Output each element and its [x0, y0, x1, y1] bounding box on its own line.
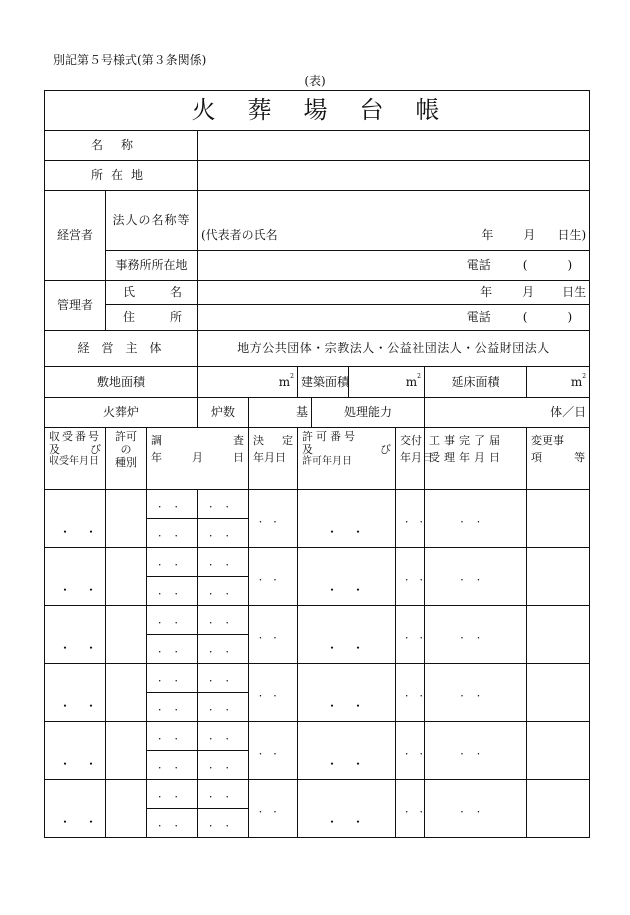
issue-date-cell[interactable]: ．．	[396, 490, 425, 548]
survey-date-cell[interactable]: ．．	[198, 751, 249, 780]
record-row	[45, 780, 590, 809]
capacity-label: 処理能力	[312, 398, 425, 428]
permit-type-cell[interactable]	[106, 722, 147, 780]
furnace-label: 火葬炉	[45, 398, 198, 428]
tel-label: 電話	[466, 258, 491, 273]
manager-name-label: 氏 名	[106, 281, 198, 305]
manager-address-field[interactable]: 電話 ( )	[198, 305, 590, 331]
survey-date-cell[interactable]: ．．	[147, 809, 198, 838]
furnace-count-label: 炉数	[198, 398, 249, 428]
survey-date-cell[interactable]: ．．	[198, 693, 249, 722]
representative-label: (代表者の氏名	[201, 227, 278, 242]
header-permit-type: 許可 の 種別	[106, 428, 147, 490]
sqm-unit: $m^2$	[278, 372, 294, 389]
issue-date-cell[interactable]: ．．	[396, 606, 425, 664]
decision-date-cell[interactable]: ．．	[249, 490, 298, 548]
receipt-cell[interactable]: ・・	[45, 490, 106, 548]
survey-date-cell[interactable]: ．．	[147, 780, 198, 809]
header-survey: 調 査 年 月 日	[147, 428, 249, 490]
completion-date-cell[interactable]: ．．	[425, 780, 527, 838]
operator-label: 経営者	[45, 191, 106, 281]
survey-date-cell[interactable]: ．．	[198, 548, 249, 577]
header-permit-number: 許可番号 及 び 許可年月日	[298, 428, 396, 490]
survey-date-cell[interactable]: ．．	[147, 635, 198, 664]
furnace-count-field[interactable]	[249, 398, 312, 428]
survey-date-cell[interactable]: ．．	[198, 577, 249, 606]
face-label: (表)	[304, 74, 326, 88]
completion-date-cell[interactable]: ．．	[425, 548, 527, 606]
decision-date-cell[interactable]: ．．	[249, 606, 298, 664]
survey-date-cell[interactable]: ．．	[147, 548, 198, 577]
capacity-unit: 体／日	[550, 405, 587, 420]
manager-name-field[interactable]: 年 月 日生	[198, 281, 590, 305]
survey-date-cell[interactable]: ．．	[198, 635, 249, 664]
receipt-cell[interactable]: ・・	[45, 664, 106, 722]
change-cell[interactable]	[527, 664, 590, 722]
survey-date-cell[interactable]: ．．	[147, 577, 198, 606]
survey-date-cell[interactable]: ．．	[147, 664, 198, 693]
permit-number-cell[interactable]: ・・	[298, 490, 396, 548]
receipt-cell[interactable]: ・・	[45, 780, 106, 838]
furnace-unit: 基	[295, 405, 308, 420]
site-area-label: 敷地面積	[45, 367, 198, 398]
location-field[interactable]	[198, 161, 590, 191]
record-row	[45, 606, 590, 635]
survey-date-cell[interactable]: ．．	[198, 722, 249, 751]
entity-options[interactable]: 地方公共団体・宗教法人・公益社団法人・公益財団法人	[198, 331, 590, 367]
office-field[interactable]: 電話 ( )	[198, 251, 590, 281]
receipt-cell[interactable]: ・・	[45, 606, 106, 664]
permit-number-cell[interactable]: ・・	[298, 664, 396, 722]
change-cell[interactable]	[527, 548, 590, 606]
permit-number-cell[interactable]: ・・	[298, 780, 396, 838]
manager-address-label: 住 所	[106, 305, 198, 331]
record-row	[45, 664, 590, 693]
completion-date-cell[interactable]: ．．	[425, 490, 527, 548]
record-row	[45, 548, 590, 577]
crematorium-ledger-table	[44, 90, 590, 838]
change-cell[interactable]	[527, 722, 590, 780]
record-row	[45, 722, 590, 751]
completion-date-cell[interactable]: ．．	[425, 722, 527, 780]
survey-date-cell[interactable]: ．．	[147, 490, 198, 519]
permit-type-cell[interactable]	[106, 490, 147, 548]
name-field[interactable]	[198, 131, 590, 161]
permit-type-cell[interactable]	[106, 606, 147, 664]
corp-name-field[interactable]: (代表者の氏名 年 月 日生)	[198, 191, 590, 251]
issue-date-cell[interactable]: ．．	[396, 780, 425, 838]
issue-date-cell[interactable]: ．．	[396, 722, 425, 780]
floor-area-field[interactable]	[527, 367, 590, 398]
receipt-cell[interactable]: ・・	[45, 548, 106, 606]
decision-date-cell[interactable]: ．．	[249, 780, 298, 838]
ledger-title: 火葬場台帳	[45, 91, 590, 131]
receipt-cell[interactable]: ・・	[45, 722, 106, 780]
building-area-field[interactable]	[349, 367, 425, 398]
sqm-unit: $m^2$	[570, 372, 587, 389]
name-label: 名称	[45, 131, 198, 161]
corp-name-label: 法人の名称等	[106, 191, 198, 251]
permit-type-cell[interactable]	[106, 548, 147, 606]
form-caption: 別記第５号様式(第３条関係)	[53, 53, 207, 67]
survey-date-cell[interactable]: ．．	[147, 751, 198, 780]
decision-date-cell[interactable]: ．．	[249, 664, 298, 722]
permit-number-cell[interactable]: ・・	[298, 722, 396, 780]
change-cell[interactable]	[527, 780, 590, 838]
survey-date-cell[interactable]: ．．	[198, 606, 249, 635]
change-cell[interactable]	[527, 606, 590, 664]
permit-number-cell[interactable]: ・・	[298, 606, 396, 664]
header-receipt: 収受番号 及 び 収受年月日	[45, 428, 106, 490]
sqm-unit: $m^2$	[405, 372, 421, 389]
survey-date-cell[interactable]: ．．	[198, 809, 249, 838]
floor-area-label: 延床面積	[425, 367, 527, 398]
record-row	[45, 490, 590, 519]
permit-type-cell[interactable]	[106, 780, 147, 838]
change-cell[interactable]	[527, 490, 590, 548]
header-issue: 交 付 年月日	[396, 428, 425, 490]
issue-date-cell[interactable]: ．．	[396, 548, 425, 606]
survey-date-cell[interactable]: ．．	[198, 780, 249, 809]
survey-date-cell[interactable]: ．．	[147, 519, 198, 548]
permit-number-cell[interactable]: ・・	[298, 548, 396, 606]
header-completion: 工事完了届 受理年月日	[425, 428, 527, 490]
permit-type-cell[interactable]	[106, 664, 147, 722]
survey-date-cell[interactable]: ．．	[147, 606, 198, 635]
issue-date-cell[interactable]: ．．	[396, 664, 425, 722]
manager-label: 管理者	[45, 281, 106, 331]
decision-date-cell[interactable]: ．．	[249, 548, 298, 606]
header-decision: 決 定 年月日	[249, 428, 298, 490]
survey-date-cell[interactable]: ．．	[198, 519, 249, 548]
building-area-label: 建築面積	[298, 367, 349, 398]
survey-date-cell[interactable]: ．．	[198, 664, 249, 693]
site-area-field[interactable]	[198, 367, 298, 398]
survey-date-cell[interactable]: ．．	[198, 490, 249, 519]
header-change: 変更事 項 等	[527, 428, 590, 490]
completion-date-cell[interactable]: ．．	[425, 664, 527, 722]
survey-date-cell[interactable]: ．．	[147, 693, 198, 722]
capacity-field[interactable]	[425, 398, 590, 428]
decision-date-cell[interactable]: ．．	[249, 722, 298, 780]
survey-date-cell[interactable]: ．．	[147, 722, 198, 751]
office-label: 事務所所在地	[106, 251, 198, 281]
location-label: 所在地	[45, 161, 198, 191]
entity-label: 経営主体	[45, 331, 198, 367]
completion-date-cell[interactable]: ．．	[425, 606, 527, 664]
